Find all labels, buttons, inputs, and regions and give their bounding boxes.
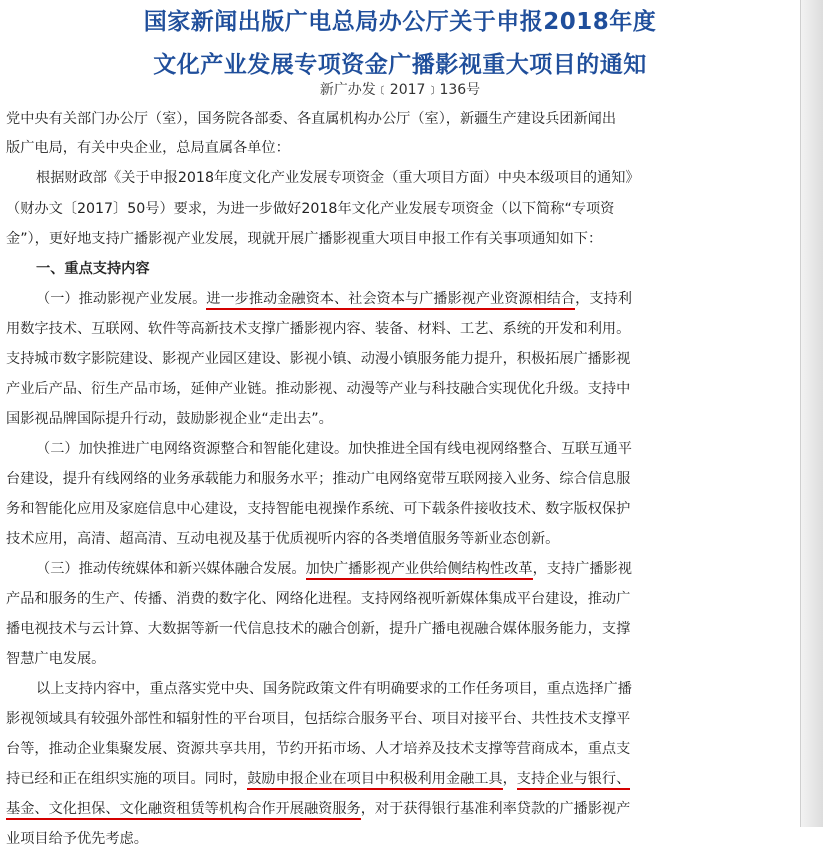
- text-run: （三）推动传统媒体和新兴媒体融合发展。: [36, 561, 306, 577]
- para-line: （二）加快推进广电网络资源整合和智能化建设。加快推进全国有线电视网络整合、互联互通平: [36, 441, 632, 457]
- highlighted-phrase: 进一步推动金融资本、社会资本与广播影视产业资源相结合: [206, 291, 575, 310]
- para-line: 务和智能化应用及家庭信息中心建设，支持智能电视操作系统、可下载条件接收技术、数字版权保护: [6, 501, 631, 517]
- highlighted-phrase: 支持企业与银行、: [517, 771, 631, 790]
- highlighted-phrase: 鼓励申报企业在项目中积极利用金融工具: [247, 771, 502, 790]
- para-line: 业项目给予优先考虑。: [6, 831, 148, 847]
- para-line: 台建设，提升有线网络的业务承载能力和服务水平；推动广电网络宽带互联网接入业务、综合信息服: [6, 471, 631, 487]
- para-line: 技术应用，高清、超高清、互动电视及基于优质视听内容的各类增值服务等新业态创新。: [6, 531, 560, 547]
- title-line-1: 国家新闻出版广电总局办公厅关于申报2018年度: [143, 9, 657, 35]
- title-line-2: 文化产业发展专项资金广播影视重大项目的通知: [153, 52, 647, 78]
- text-run: ，: [502, 771, 517, 787]
- text-run: ，支持利: [575, 291, 632, 307]
- para-line: 以上支持内容中，重点落实党中央、国务院政策文件有明确要求的工作任务项目，重点选择广播: [36, 681, 632, 697]
- para-line: 产品和服务的生产、传播、消费的数字化、网络化进程。支持网络视听新媒体集成平台建设，推动广: [6, 591, 631, 607]
- para-line: 影视领域具有较强外部性和辐射性的平台项目，包括综合服务平台、项目对接平台、共性技术支撑平: [6, 711, 631, 727]
- highlighted-phrase: 基金、文化担保、文化融资租赁等机构合作开展融资服务: [6, 801, 361, 820]
- para-line: 播电视技术与云计算、大数据等新一代信息技术的融合创新，提升广播电视融合媒体服务能力，支撑: [6, 621, 631, 637]
- para-line: 版广电局，有关中央企业，总局直属各单位：: [6, 140, 290, 156]
- document-number: 新广办发﹝2017﹞136号: [319, 82, 481, 98]
- para-line: [36, 559, 632, 579]
- para-line: [36, 289, 632, 309]
- text-run: ，对于获得银行基准利率贷款的广播影视产: [360, 801, 631, 817]
- para-line: 党中央有关部门办公厅（室），国务院各部委、各直属机构办公厅（室），新疆生产建设兵团新闻出: [6, 111, 617, 127]
- section-heading: 一、重点支持内容: [36, 261, 150, 277]
- para-line: 台等，推动企业集聚发展、资源共享共用，节约开拓市场、人才培养及技术支撑等营商成本，重点支: [6, 741, 631, 757]
- para-line: 智慧广电发展。: [6, 651, 106, 667]
- para-line: [6, 769, 630, 789]
- para-line: 产业后产品、衍生产品市场，延伸产业链。推动影视、动漫等产业与科技融合实现优化升级。支持中: [6, 381, 631, 397]
- text-run: ，支持广播影视: [532, 561, 632, 577]
- para-line: 根据财政部《关于申报2018年度文化产业发展专项资金（重大项目方面）中央本级项目的通知》: [36, 170, 640, 186]
- para-line: 支持城市数字影院建设、影视产业园区建设、影视小镇、动漫小镇服务能力提升，积极拓展广播影视: [6, 351, 631, 367]
- para-line: （财办文〔2017〕50号）要求，为进一步做好2018年文化产业发展专项资金（以下简称“专项资: [6, 201, 615, 217]
- highlighted-phrase: 加快广播影视产业供给侧结构性改革: [306, 561, 533, 580]
- para-line: 金”），更好地支持广播影视产业发展，现就开展广播影视重大项目申报工作有关事项通知如下：: [6, 231, 603, 247]
- para-line: [6, 799, 630, 819]
- window-edge: [800, 0, 823, 827]
- text-run: （一）推动影视产业发展。: [36, 291, 207, 307]
- para-line: 国影视品牌国际提升行动，鼓励影视企业“走出去”。: [6, 411, 333, 427]
- text-run: 持已经和正在组织实施的项目。同时，: [6, 771, 248, 787]
- para-line: 用数字技术、互联网、软件等高新技术支撑广播影视内容、装备、材料、工艺、系统的开发和利用。: [6, 321, 631, 337]
